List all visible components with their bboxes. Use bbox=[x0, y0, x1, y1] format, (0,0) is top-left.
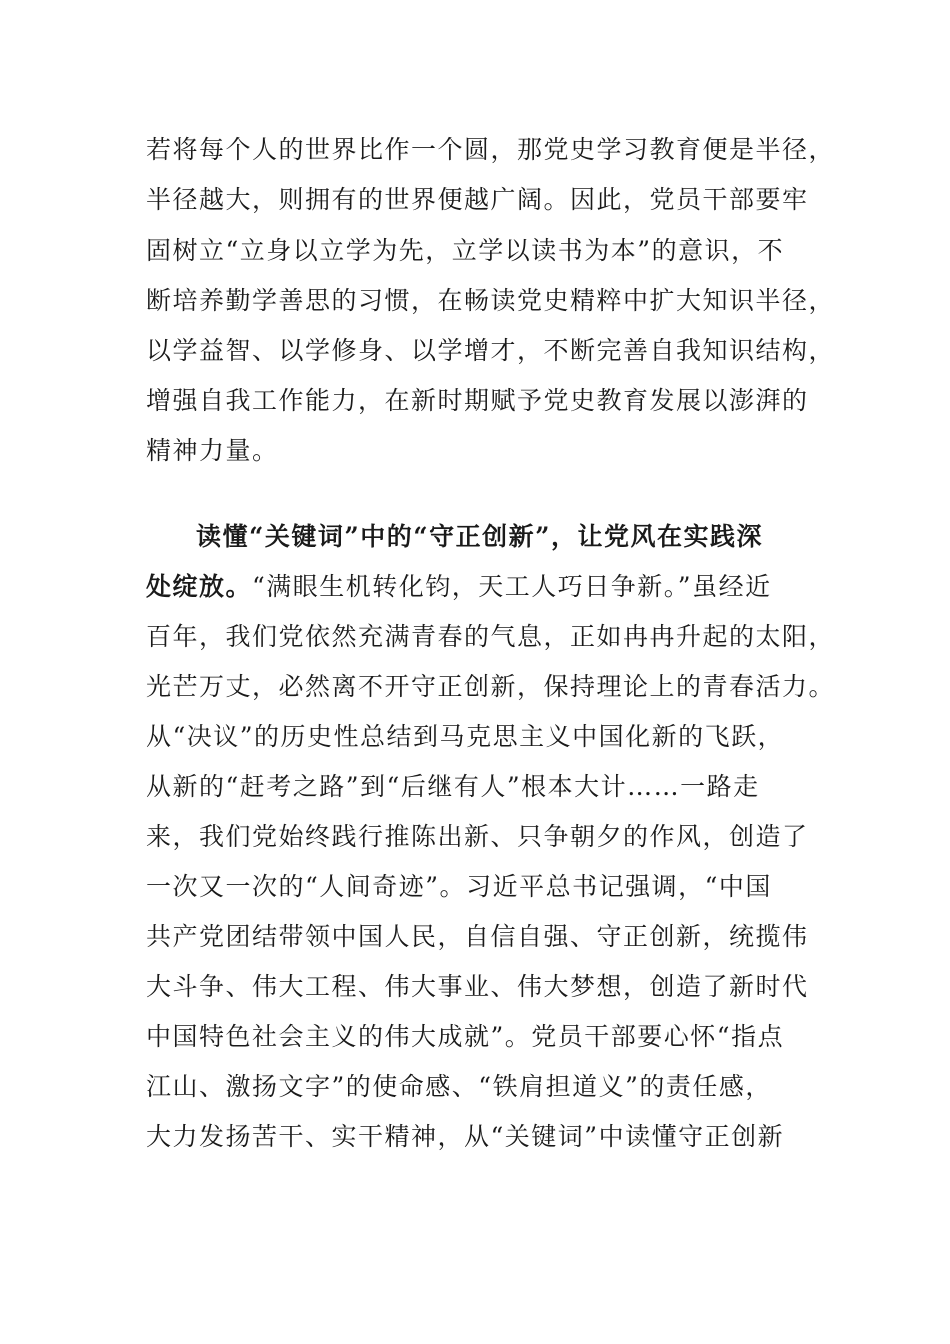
paragraph2-line-7: 来，我们党始终践行推陈出新、只争朝夕的作风，创造了 bbox=[146, 822, 809, 851]
paragraph2-line-13: 大力发扬苦干、实干精神，从“关键词”中读懂守正创新 bbox=[146, 1122, 785, 1151]
paragraph1-line-2: 半径越大，则拥有的世界便越广阔。因此，党员干部要牢 bbox=[146, 185, 809, 214]
paragraph2-bold-heading-2: 处绽放。 bbox=[146, 572, 253, 601]
paragraph2-line-9: 共产党团结带领中国人民，自信自强、守正创新，统揽伟 bbox=[146, 922, 809, 951]
paragraph2-line-2 bbox=[146, 571, 772, 603]
paragraph1-line-7: 精神力量。 bbox=[146, 436, 279, 465]
paragraph1-line-1: 若将每个人的世界比作一个圆，那党史学习教育便是半径， bbox=[146, 135, 836, 164]
paragraph2-line-8: 一次又一次的“人间奇迹”。习近平总书记强调，“中国 bbox=[146, 872, 772, 901]
paragraph2-line-6: 从新的“赶考之路”到“后继有人”根本大计……一路走 bbox=[146, 772, 760, 801]
paragraph2-heading-line-1 bbox=[196, 521, 763, 553]
paragraph2-line-12: 江山、激扬文字”的使命感、“铁肩担道义”的责任感， bbox=[146, 1072, 772, 1101]
paragraph2-line-10: 大斗争、伟大工程、伟大事业、伟大梦想，创造了新时代 bbox=[146, 972, 809, 1001]
paragraph2-bold-heading-1: 读懂“关键词”中的“守正创新”，让党风在实践深 bbox=[196, 522, 764, 551]
paragraph2-line-4: 光芒万丈，必然离不开守正创新，保持理论上的青春活力。 bbox=[146, 672, 836, 701]
paragraph1-line-3: 固树立“立身以立学为先，立学以读书为本”的意识，不 bbox=[146, 236, 785, 265]
paragraph1-line-6: 增强自我工作能力，在新时期赋予党史教育发展以澎湃的 bbox=[146, 386, 809, 415]
paragraph2-line-5: 从“决议”的历史性总结到马克思主义中国化新的飞跃， bbox=[146, 722, 785, 751]
paragraph2-line-11: 中国特色社会主义的伟大成就”。党员干部要心怀“指点 bbox=[146, 1022, 785, 1051]
paragraph2-line-3: 百年，我们党依然充满青春的气息，正如冉冉升起的太阳， bbox=[146, 622, 836, 651]
paragraph1-line-4: 断培养勤学善思的习惯，在畅读党史精粹中扩大知识半径， bbox=[146, 286, 836, 315]
paragraph1-line-5: 以学益智、以学修身、以学增才，不断完善自我知识结构， bbox=[146, 336, 836, 365]
paragraph2-line-2-text: “满眼生机转化钧，天工人巧日争新。”虽经近 bbox=[252, 572, 772, 601]
